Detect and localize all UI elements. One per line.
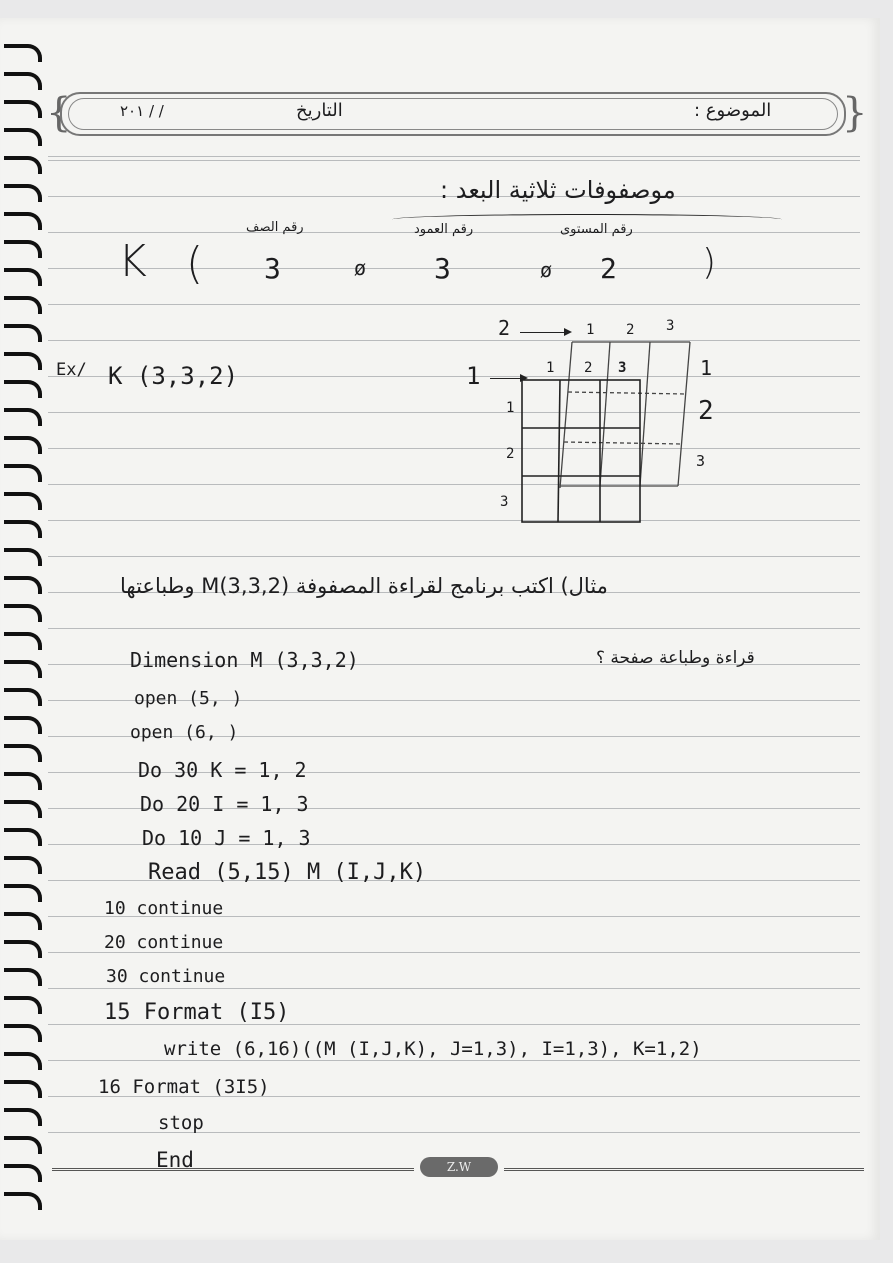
label-level-number: رقم المستوى: [560, 222, 633, 237]
back-col-label-1: 1: [586, 322, 595, 338]
code-line-1: Dimension M (3,3,2): [130, 648, 359, 672]
front-row-label-3: 3: [500, 494, 509, 510]
footer-line-right: [504, 1168, 864, 1171]
footer-line-left: [52, 1168, 414, 1171]
code-line-12: write (6,16)((M (I,J,K), J=1,3), I=1,3), K=1,2): [164, 1038, 702, 1060]
back-row-label-1: 1: [700, 356, 713, 380]
level-2-arrow: [520, 332, 570, 333]
back-col-label-3: 3: [666, 318, 675, 334]
k-col-count: 3: [434, 252, 451, 285]
back-row-label-2: 2: [698, 396, 714, 426]
level-2-label: 2: [498, 316, 511, 340]
k-close-paren: ): [702, 242, 717, 283]
front-row-label-1: 1: [506, 400, 515, 416]
front-col-label-1: 1: [546, 360, 555, 376]
back-col-label-2: 2: [626, 322, 635, 338]
k-sep-1: ø: [354, 256, 367, 280]
header-ornament-right: }: [842, 90, 868, 136]
code-line-4: Do 30 K = 1, 2: [138, 758, 307, 782]
exercise-side-note: قراءة وطباعة صفحة ؟: [596, 648, 755, 668]
example-prefix: Ex/: [56, 360, 87, 380]
code-line-6: Do 10 J = 1, 3: [142, 826, 311, 850]
spiral-binding: [0, 0, 60, 1263]
k-level-count: 2: [600, 252, 617, 285]
label-row-number: رقم الصف: [246, 220, 304, 235]
code-line-10: 30 continue: [106, 966, 226, 987]
code-line-15: End: [156, 1148, 194, 1172]
front-col-label-2: 2: [584, 360, 593, 376]
exercise-statement: مثال) اكتب برنامج لقراءة المصفوفة M(3,3,2) وطباعتها: [120, 574, 608, 598]
code-line-14: stop: [158, 1112, 204, 1134]
date-label: التاريخ: [296, 100, 343, 121]
level-1-label: 1: [466, 362, 481, 390]
front-row-label-2: 2: [506, 446, 515, 462]
code-line-2: open (5, ): [134, 688, 243, 709]
code-line-3: open (6, ): [130, 722, 239, 743]
label-column-number: رقم العمود: [414, 222, 474, 237]
front-layer-grid: [522, 380, 640, 522]
code-line-7: Read (5,15) M (I,J,K): [148, 860, 427, 885]
front-col-label-3: 3: [618, 360, 627, 376]
k-letter: K: [118, 236, 147, 287]
code-line-8: 10 continue: [104, 898, 224, 919]
example-expression: K (3,3,2): [108, 362, 239, 390]
date-value: / / ٢٠١: [120, 102, 164, 120]
k-open-paren: (: [186, 238, 204, 289]
subject-label: الموضوع :: [694, 100, 772, 121]
code-line-11: 15 Format (I5): [104, 1000, 290, 1025]
header-ornament-left: {: [46, 90, 72, 136]
k-sep-2: ø: [540, 258, 553, 282]
brand-badge: Z.W: [420, 1157, 498, 1177]
level-1-arrow: [490, 378, 526, 379]
code-line-9: 20 continue: [104, 932, 224, 953]
code-line-13: 16 Format (3I5): [98, 1076, 270, 1098]
k-row-count: 3: [264, 252, 281, 285]
code-line-5: Do 20 I = 1, 3: [140, 792, 309, 816]
topic-title: موصفوفات ثلاثية البعد :: [440, 176, 676, 204]
back-row-label-3: 3: [696, 452, 706, 470]
